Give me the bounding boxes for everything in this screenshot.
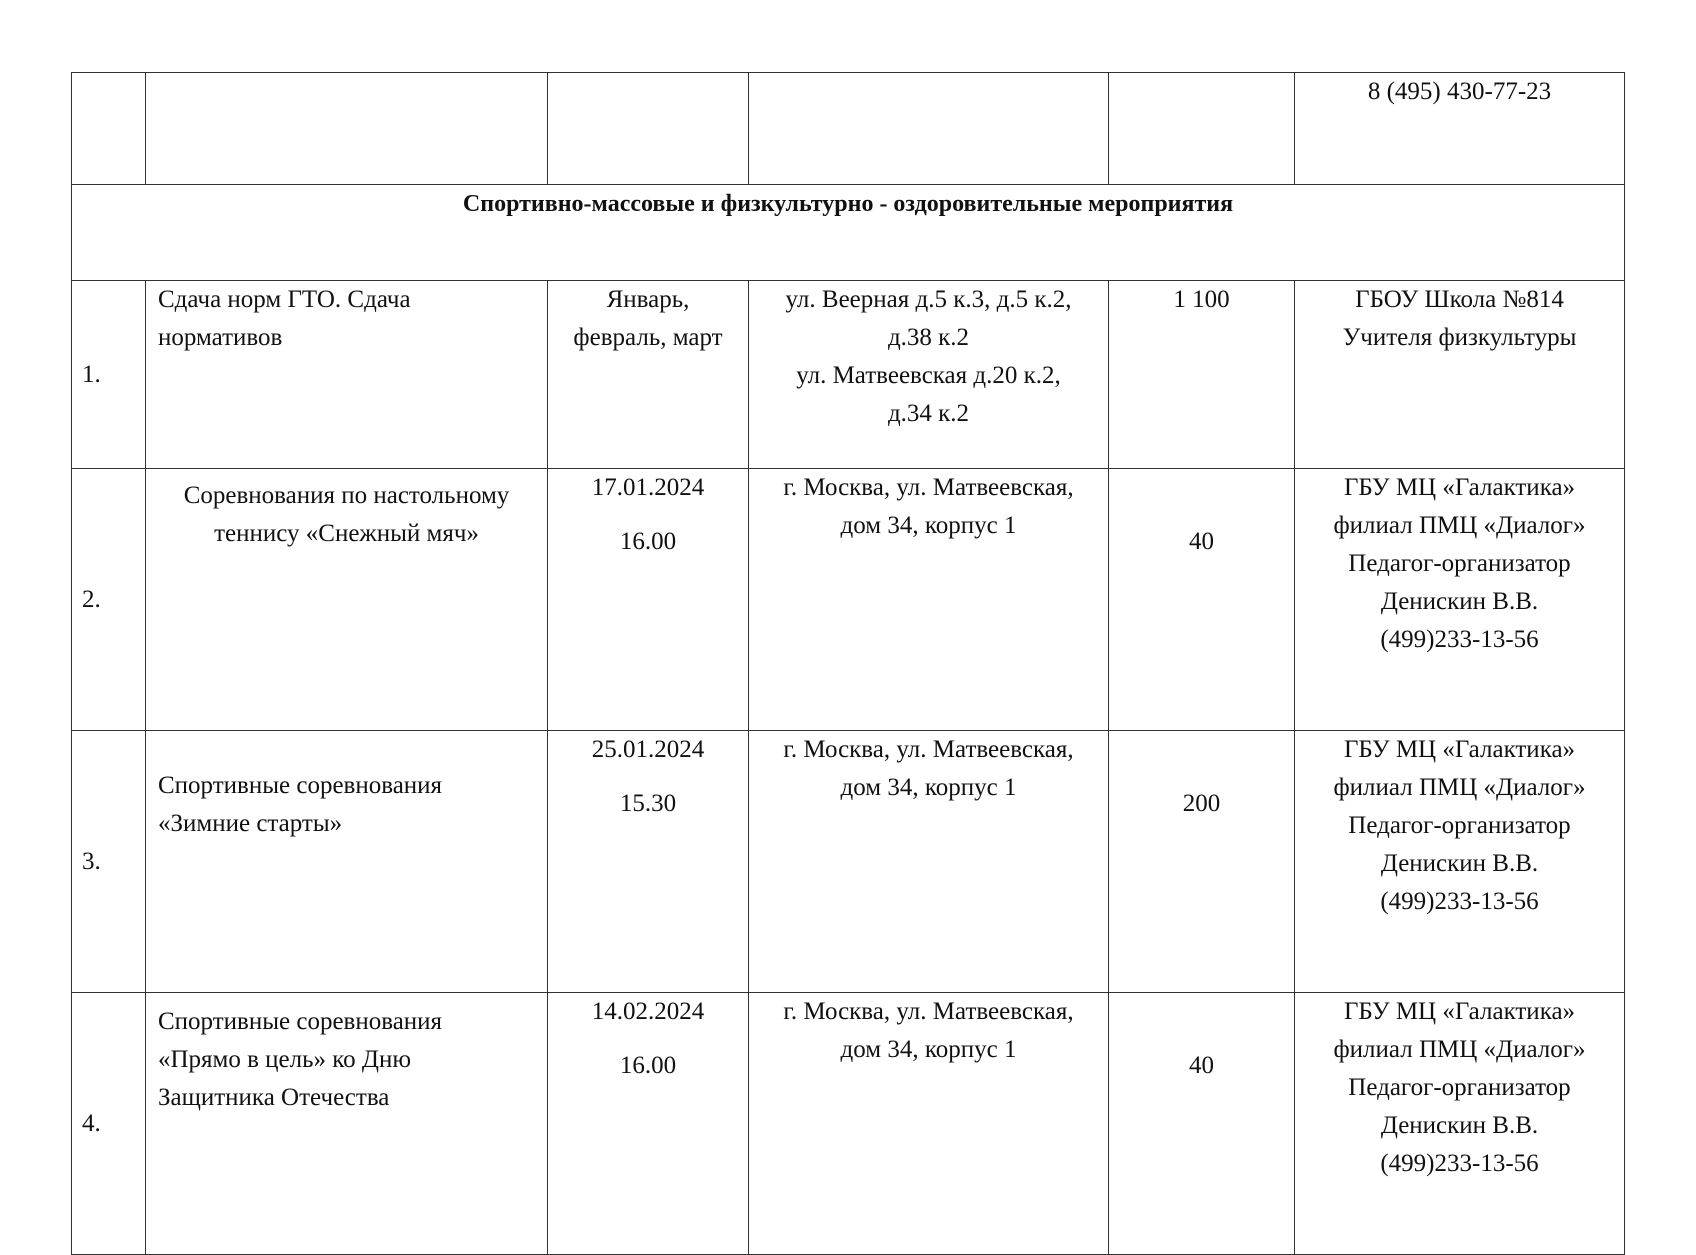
event-name xyxy=(146,469,548,731)
address-line: г. Москва, ул. Матвеевская, xyxy=(783,998,1074,1025)
event-line: Соревнования по настольному xyxy=(183,482,510,509)
organizer-line: (499)233-13-56 xyxy=(1380,626,1539,653)
time-line: 16.00 xyxy=(619,528,677,555)
participant-count: 1 100 xyxy=(1109,281,1295,469)
event-line: Сдача норм ГТО. Сдача xyxy=(158,286,411,313)
address-line: ул. Матвеевская д.20 к.2, xyxy=(796,362,1061,389)
organizer-line: Денискин В.В. xyxy=(1380,588,1539,615)
cell-num xyxy=(72,73,146,185)
address-line: дом 34, корпус 1 xyxy=(840,512,1017,539)
participant-count: 40 xyxy=(1109,469,1295,731)
organizer-line: Учителя физкультуры xyxy=(1342,324,1577,351)
row-number: 1. xyxy=(72,281,146,469)
participant-count: 40 xyxy=(1109,993,1295,1255)
event-line: «Зимние старты» xyxy=(158,810,343,837)
event-date xyxy=(548,469,749,731)
cell-count xyxy=(1109,73,1295,185)
organizer-line: филиал ПМЦ «Диалог» xyxy=(1333,774,1586,801)
date-line: Январь, xyxy=(606,286,690,313)
event-line: нормативов xyxy=(158,324,283,351)
row-number: 3. xyxy=(72,731,146,993)
row-number: 2. xyxy=(72,469,146,731)
organizer-line: ГБУ МЦ «Галактика» xyxy=(1343,998,1576,1025)
table-row xyxy=(72,469,1625,731)
event-line: Спортивные соревнования xyxy=(158,1008,443,1035)
event-line: «Прямо в цель» ко Дню xyxy=(158,1046,412,1073)
organizer-line: ГБУ МЦ «Галактика» xyxy=(1343,474,1576,501)
address-line: д.34 к.2 xyxy=(887,400,970,427)
organizer-line: ГБУ МЦ «Галактика» xyxy=(1343,736,1576,763)
row-number: 4. xyxy=(72,993,146,1255)
section-header-row xyxy=(72,185,1625,281)
date-line: февраль, март xyxy=(573,324,723,351)
event-line: Защитника Отечества xyxy=(158,1084,390,1111)
organizer-line: филиал ПМЦ «Диалог» xyxy=(1333,512,1586,539)
event-name xyxy=(146,731,548,993)
organizer-line: (499)233-13-56 xyxy=(1380,888,1539,915)
address-line: д.38 к.2 xyxy=(887,324,970,351)
cell-date xyxy=(548,73,749,185)
date-line: 25.01.2024 xyxy=(591,736,705,763)
organizer-line: Денискин В.В. xyxy=(1380,850,1539,877)
organizer-line: филиал ПМЦ «Диалог» xyxy=(1333,1036,1586,1063)
organizer-phone: 8 (495) 430-77-23 xyxy=(1367,78,1552,105)
address-line: ул. Веерная д.5 к.3, д.5 к.2, xyxy=(785,286,1072,313)
organizer-line: Денискин В.В. xyxy=(1380,1112,1539,1139)
event-name xyxy=(146,993,548,1255)
event-name xyxy=(146,281,548,469)
event-address xyxy=(749,731,1109,993)
address-line: дом 34, корпус 1 xyxy=(840,1036,1017,1063)
time-line: 15.30 xyxy=(619,790,677,817)
address-line: г. Москва, ул. Матвеевская, xyxy=(783,736,1074,763)
event-date xyxy=(548,993,749,1255)
event-address xyxy=(749,469,1109,731)
organizer-line: (499)233-13-56 xyxy=(1380,1150,1539,1177)
event-organizer xyxy=(1295,469,1625,731)
table-row xyxy=(72,993,1625,1255)
organizer-line: Педагог-организатор xyxy=(1348,550,1571,577)
event-organizer xyxy=(1295,731,1625,993)
table-row xyxy=(72,731,1625,993)
date-line: 14.02.2024 xyxy=(591,998,705,1025)
table-row xyxy=(72,281,1625,469)
event-organizer xyxy=(1295,993,1625,1255)
cell-event xyxy=(146,73,548,185)
event-date xyxy=(548,281,749,469)
table-row-continuation xyxy=(72,73,1625,185)
organizer-line: Педагог-организатор xyxy=(1348,812,1571,839)
event-address xyxy=(749,993,1109,1255)
event-line: теннису «Снежный мяч» xyxy=(214,520,479,547)
cell-organizer xyxy=(1295,73,1625,185)
time-line: 16.00 xyxy=(619,1052,677,1079)
event-organizer xyxy=(1295,281,1625,469)
date-line: 17.01.2024 xyxy=(591,474,705,501)
cell-address xyxy=(749,73,1109,185)
event-address xyxy=(749,281,1109,469)
organizer-line: Педагог-организатор xyxy=(1348,1074,1571,1101)
event-date xyxy=(548,731,749,993)
organizer-line: ГБОУ Школа №814 xyxy=(1355,286,1564,313)
section-title: Спортивно-массовые и физкультурно - оздоровительные мероприятия xyxy=(72,185,1625,281)
events-table xyxy=(71,72,1625,1255)
address-line: г. Москва, ул. Матвеевская, xyxy=(783,474,1074,501)
event-line: Спортивные соревнования xyxy=(158,772,443,799)
participant-count: 200 xyxy=(1109,731,1295,993)
address-line: дом 34, корпус 1 xyxy=(840,774,1017,801)
